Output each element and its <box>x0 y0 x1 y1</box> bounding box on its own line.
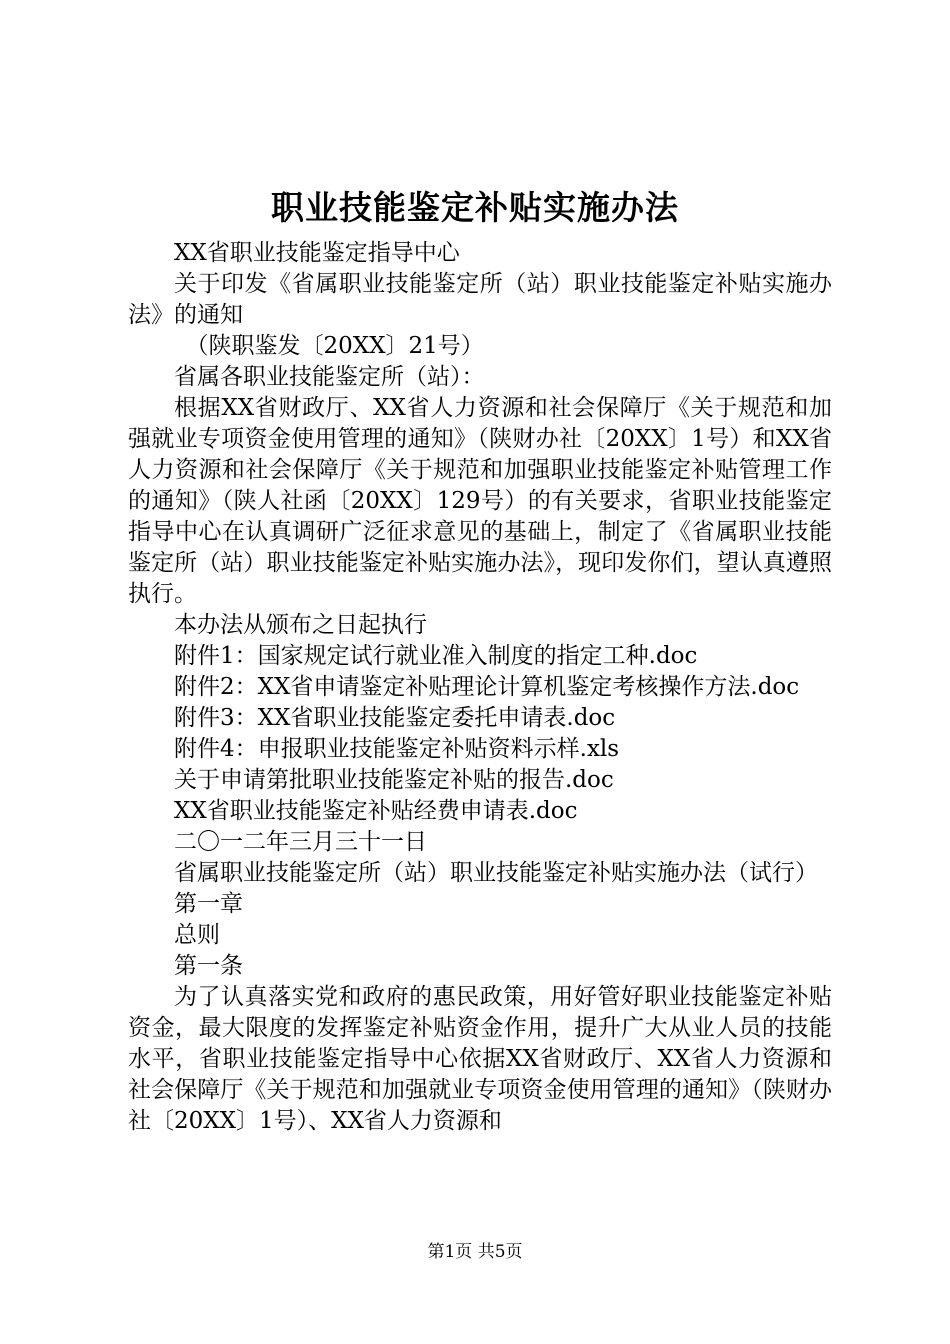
document-title: 职业技能鉴定补贴实施办法 <box>271 188 679 227</box>
notice-heading: 关于印发《省属职业技能鉴定所（站）职业技能鉴定补贴实施办法》的通知 <box>128 271 832 328</box>
article-1-text: 为了认真落实党和政府的惠民政策，用好管好职业技能鉴定补贴资金，最大限度的发挥鉴定补贴资金作用，提升广大从业人员的技能水平，省职业技能鉴定指导中心依据XX省财政厅、XX省人力资源和社会保障厅《关于规范和加强就业专项资金使用管理的通知》（陕财办社〔20XX〕1号）、XX省人力资源和 <box>128 984 832 1134</box>
issuer-line: XX省职业技能鉴定指导中心 <box>174 240 460 266</box>
article-heading: 第一条 <box>174 953 243 979</box>
chapter-heading: 第一章 <box>174 891 243 917</box>
issue-date: 二〇一二年三月三十一日 <box>174 829 427 855</box>
document-number: （陕职鉴发〔20XX〕21号） <box>185 333 484 359</box>
attachment-1: 附件1：国家规定试行就业准入制度的指定工种.doc <box>174 643 698 669</box>
measures-title: 省属职业技能鉴定所（站）职业技能鉴定补贴实施办法（试行） <box>174 860 818 886</box>
attachment-report: 关于申请第批职业技能鉴定补贴的报告.doc <box>174 767 614 793</box>
attachment-3: 附件3：XX省职业技能鉴定委托申请表.doc <box>174 705 616 731</box>
chapter-title: 总则 <box>174 922 220 948</box>
salutation: 省属各职业技能鉴定所（站）： <box>174 364 485 390</box>
attachment-4: 附件4：申报职业技能鉴定补贴资料示样.xls <box>174 736 620 762</box>
page-number: 第1页 共5页 <box>427 1242 523 1262</box>
document-body <box>128 238 832 1137</box>
effective-date-line: 本办法从颁布之日起执行 <box>174 612 427 638</box>
attachment-application-form: XX省职业技能鉴定补贴经费申请表.doc <box>174 798 578 824</box>
attachment-2: 附件2：XX省申请鉴定补贴理论计算机鉴定考核操作方法.doc <box>174 674 800 700</box>
body-paragraph: 根据XX省财政厅、XX省人力资源和社会保障厅《关于规范和加强就业专项资金使用管理的通知》（陕财办社〔20XX〕1号）和XX省人力资源和社会保障厅《关于规范和加强职业技能鉴定补贴管理工作的通知》（陕人社函〔20XX〕129号）的有关要求，省职业技能鉴定指导中心在认真调研广泛征求意见的基础上，制定了《省属职业技能鉴定所（站）职业技能鉴定补贴实施办法》，现印发你们，望认真遵照执行。 <box>128 395 832 607</box>
